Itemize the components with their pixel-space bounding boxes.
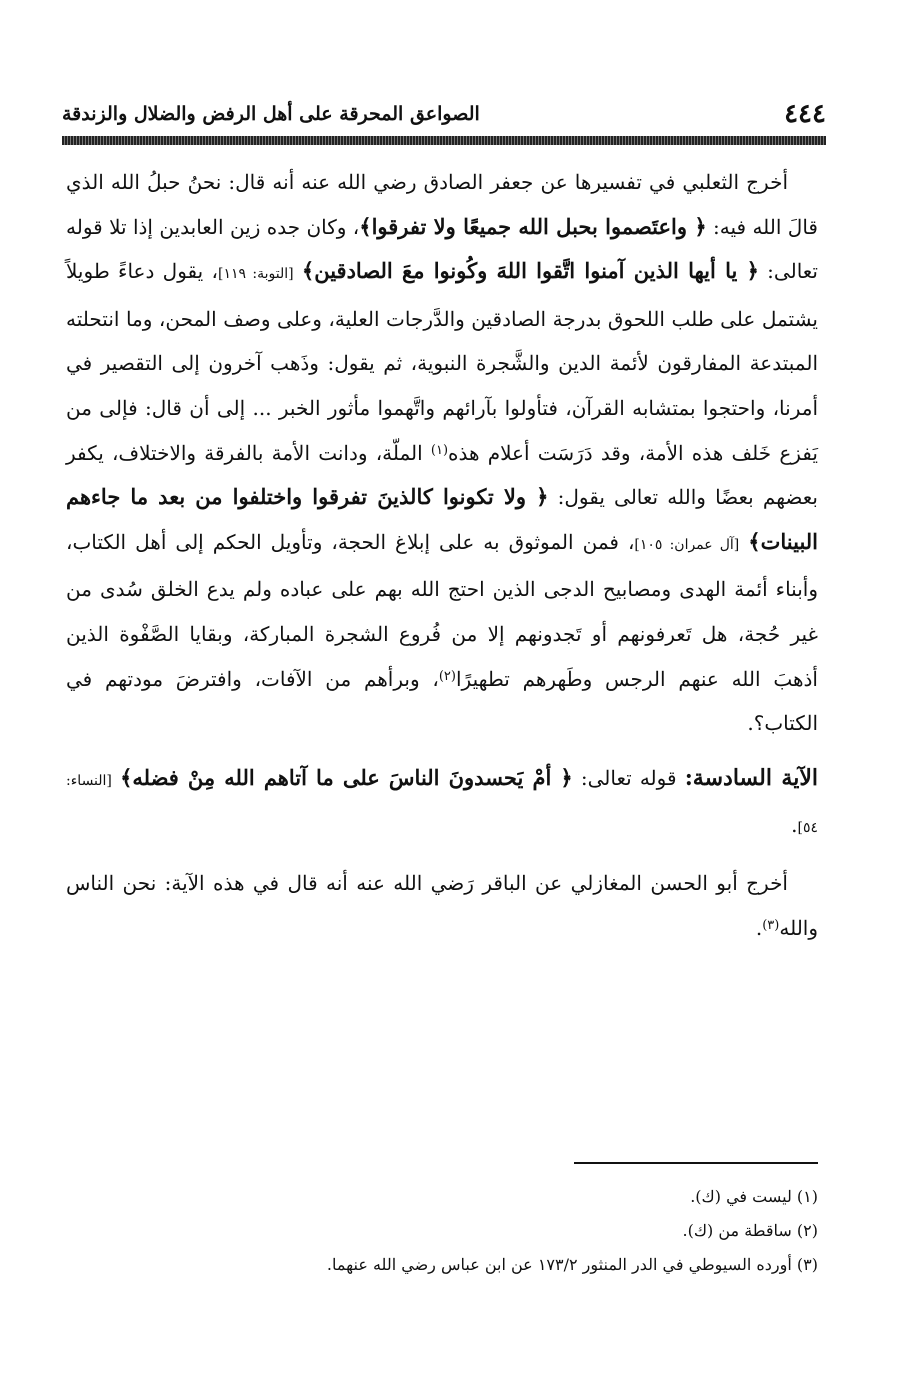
verse-reference: [النساء: ٥٤] [66, 772, 818, 837]
footnote-marker: (١) [430, 442, 449, 458]
paragraph-1 [66, 160, 818, 746]
footnote-2: (٢) ساقطة من (ك). [682, 1221, 818, 1240]
quran-verse: ﴿ واعتَصموا بحبل الله جميعًا ولا تفرقوا﴾ [359, 213, 707, 239]
footnote-marker: (٢) [438, 668, 456, 684]
paragraph-3 [66, 861, 818, 950]
text-segment: ، فمن الموثوق به على إبلاغ الحجة، وتأويل الحكم إلى أهل الكتاب، وأبناء أئمة الهدى ومصابيح الدجى الذين احتج الله بهم على عباده ولم يدع الخلق سُدى من غير حُجة، هل تَعرفونهم أو تَجدونهم إلا من فُروع الشجرة المباركة، وبقايا الصَّفْوة الذين أذهبَ الله عنهم الرجس وطَهرهم تطهيرًا [66, 529, 818, 691]
header-rule [62, 136, 826, 145]
paragraph-2 [66, 756, 818, 851]
quran-verse: ﴿ ولا تكونوا كالذينَ تفرقوا واختلفوا من بعد ما جاءهم البينات﴾ [66, 484, 819, 554]
page-header [62, 96, 826, 132]
footnotes [66, 1180, 818, 1282]
footnote-1: (١) ليست في (ك). [690, 1187, 818, 1206]
text-segment: أخرج أبو الحسن المغازلي عن الباقر رَضي الله عنه أنه قال في هذه الآية: نحن الناس والله [66, 870, 818, 940]
body-text [66, 160, 818, 950]
text-segment: ، يقول دعاءً طويلاً يشتمل على طلب اللحوق بدرجة الصادقين والدَّرجات العلية، وعلى وصف المحن، وما انتحلته المبتدعة المفارقون لأئمة الدين والشَّجرة النبوية، ثم يقول: وذَهب آخرون إلى التقصير في أمرنا، واحتجوا بمتشابه القرآن، فتأولوا بآرائهم واتَّهموا مأثور الخبر ... إلى أن قال: فإلى من يَفزع خَلف هذه الأمة، وقد دَرَسَت أعلام هذه [66, 259, 818, 465]
text-segment: أخرج الثعلبي في تفسيرها عن جعفر الصادق رضي الله عنه أنه قال: نحنُ حبلُ الله الذي قالَ الله فيه: [66, 170, 818, 239]
running-title: الصواعق المحرقة على أهل الرفض والضلال والزندقة [62, 103, 480, 125]
text-segment: قوله تعالى: [572, 765, 685, 790]
quran-verse: ﴿ يا أيها الذين آمنوا اتَّقوا اللهَ وكُونوا معَ الصادقين﴾ [301, 258, 759, 284]
text-segment: الملّة، ودانت الأمة بالفرقة والاختلاف، يكفر بعضهم بعضًا والله تعالى يقول: [66, 440, 818, 510]
page-number: ٤٤٤ [784, 99, 826, 129]
quran-verse: ﴿ أمْ يَحسدونَ الناسَ على ما آتاهم الله مِنْ فضله﴾ [120, 764, 573, 790]
text-segment: . [755, 915, 763, 940]
footnote-3: (٣) أورده السيوطي في الدر المنثور ١٧٣/٢ عن ابن عباس رضي الله عنهما. [326, 1255, 818, 1274]
verse-reference: [آل عمران: ١٠٥] [634, 536, 740, 553]
text-segment: . [791, 813, 798, 838]
text-segment: ، وبرأهم من الآفات، وافترضَ مودتهم في الكتاب؟. [66, 666, 818, 736]
verse-reference: [التوبة: ١١٩] [217, 266, 294, 283]
footnote-marker: (٣) [762, 917, 780, 933]
section-heading: الآية السادسة: [684, 764, 819, 791]
text-segment: ، وكان جده زين العابدين إذا تلا قوله تعالى: [66, 214, 818, 284]
footnote-rule [574, 1162, 818, 1164]
